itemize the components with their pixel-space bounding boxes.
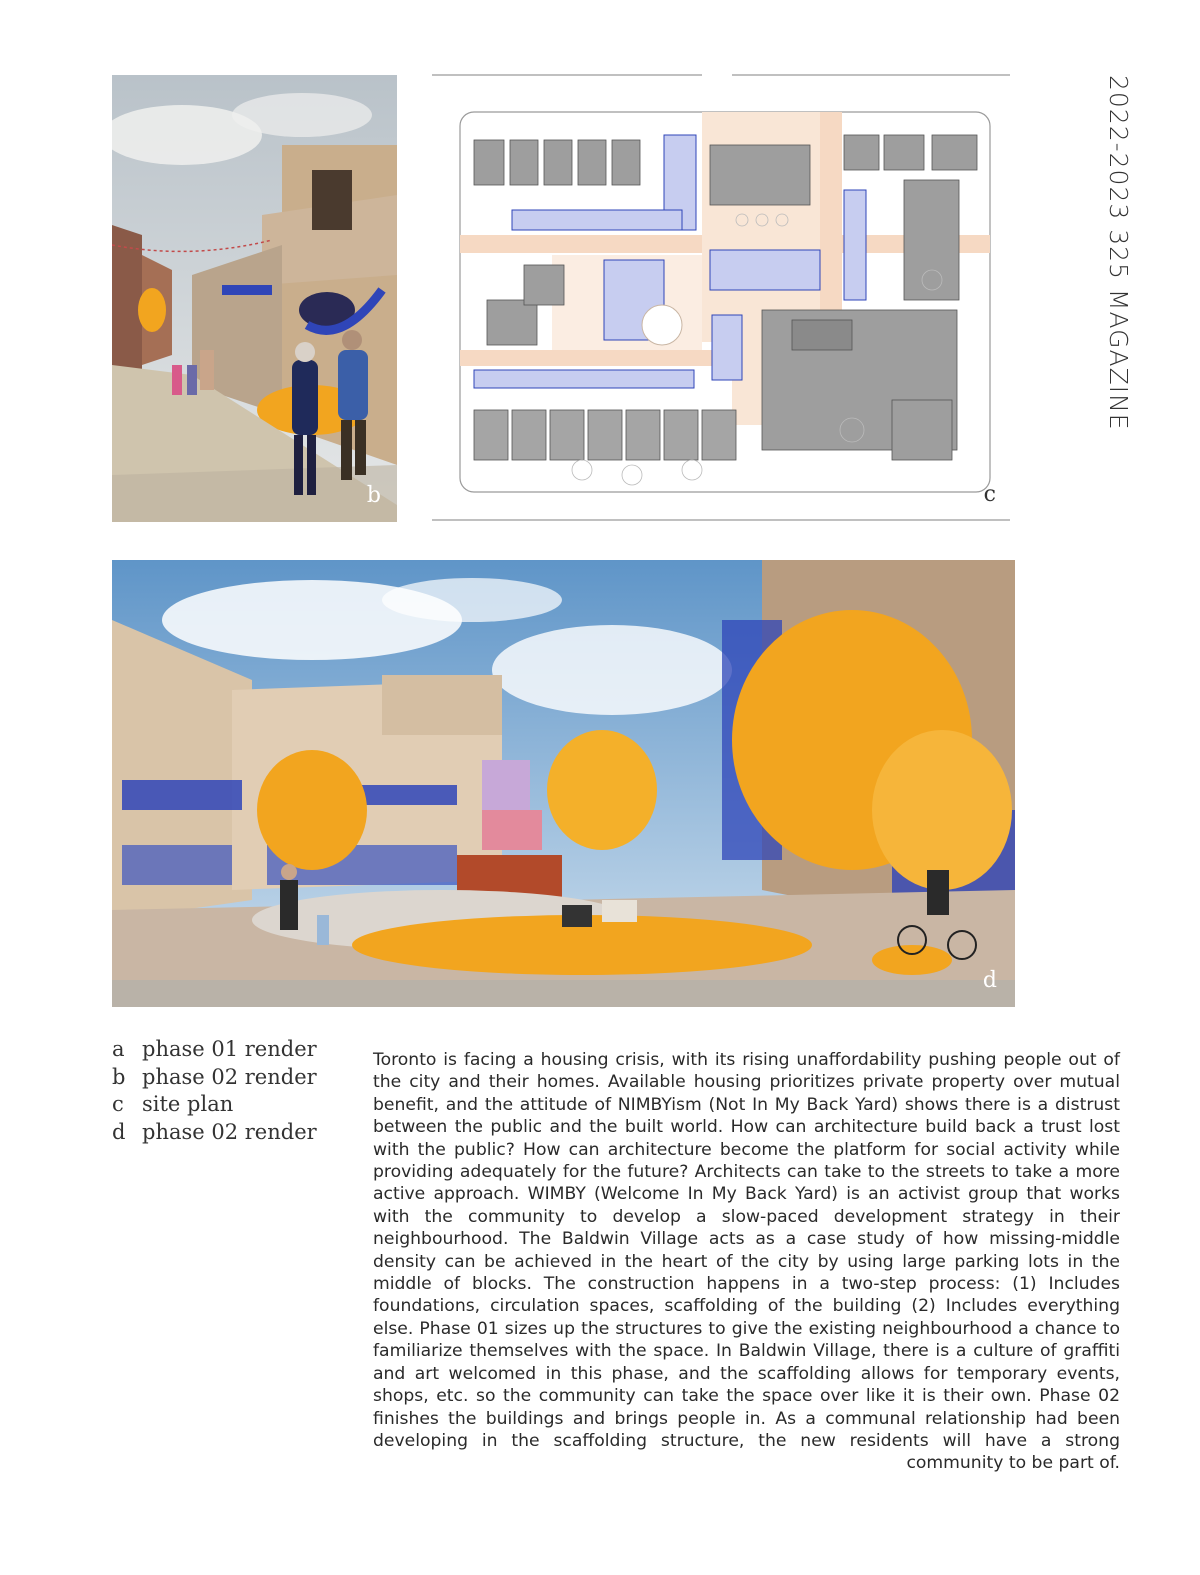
caption-text: phase 01 render <box>142 1037 317 1061</box>
figure-b-street-render <box>112 75 397 522</box>
figure-d-letter: d <box>982 968 997 993</box>
caption-a <box>112 1036 352 1064</box>
article-body-paragraph: Toronto is facing a housing crisis, with its rising unaffordability pushing people out of the city and their homes. Available housing prioritizes private property over mutual benefit, and the attitude of NIMBYism (Not In My Back Yard) shows there is a distrust between the public and the built world. How can architecture build back a trust lost with the public? How can architecture become the platform for social activity while providing adequately for the future? Architects can take to the streets to take a more active approach. WIMBY (Welcome In My Back Yard) is an activist group that works with the community to develop a slow-paced development strategy in their neighbourhood. The Baldwin Village acts as a case study of how missing-middle density can be achieved in the heart of the city by using large parking lots in the middle of blocks. The construction happens in a two-step process: (1) Includes foundations, circulation spaces, scaffolding of the building (2) Includes everything else. Phase 01 sizes up the structures to give the existing neighbourhood a chance to familiarize themselves with the space. In Baldwin Village, there is a culture of graffiti and art welcomed in this phase, and the scaffolding allows for temporary events, shops, etc. so the community can take the space over like it is their own. Phase 02 finishes the buildings and brings people in. As a communal relationship had been developing in the scaffolding structure, the new residents will have a strong community to be part of. <box>373 1050 1120 1474</box>
caption-text: site plan <box>142 1092 234 1116</box>
courtyard-render-image <box>112 560 1015 1007</box>
caption-d <box>112 1119 352 1147</box>
caption-key: c <box>112 1092 124 1116</box>
street-render-image <box>112 75 397 522</box>
site-plan-drawing <box>432 70 1010 525</box>
caption-c <box>112 1091 352 1119</box>
caption-text: phase 02 render <box>142 1119 317 1144</box>
figure-c-letter: c <box>983 482 996 507</box>
caption-key: d <box>112 1119 126 1144</box>
figure-captions <box>112 1036 352 1146</box>
caption-key: b <box>112 1064 126 1089</box>
caption-key: a <box>112 1037 125 1061</box>
caption-text: phase 02 render <box>142 1064 317 1089</box>
magazine-issue-title: 2022-2023 325 MAGAZINE <box>1104 75 1133 431</box>
figure-d-courtyard-render <box>112 560 1015 1007</box>
caption-b <box>112 1064 352 1092</box>
figure-c-site-plan <box>432 70 1010 525</box>
figure-b-letter: b <box>366 483 381 508</box>
